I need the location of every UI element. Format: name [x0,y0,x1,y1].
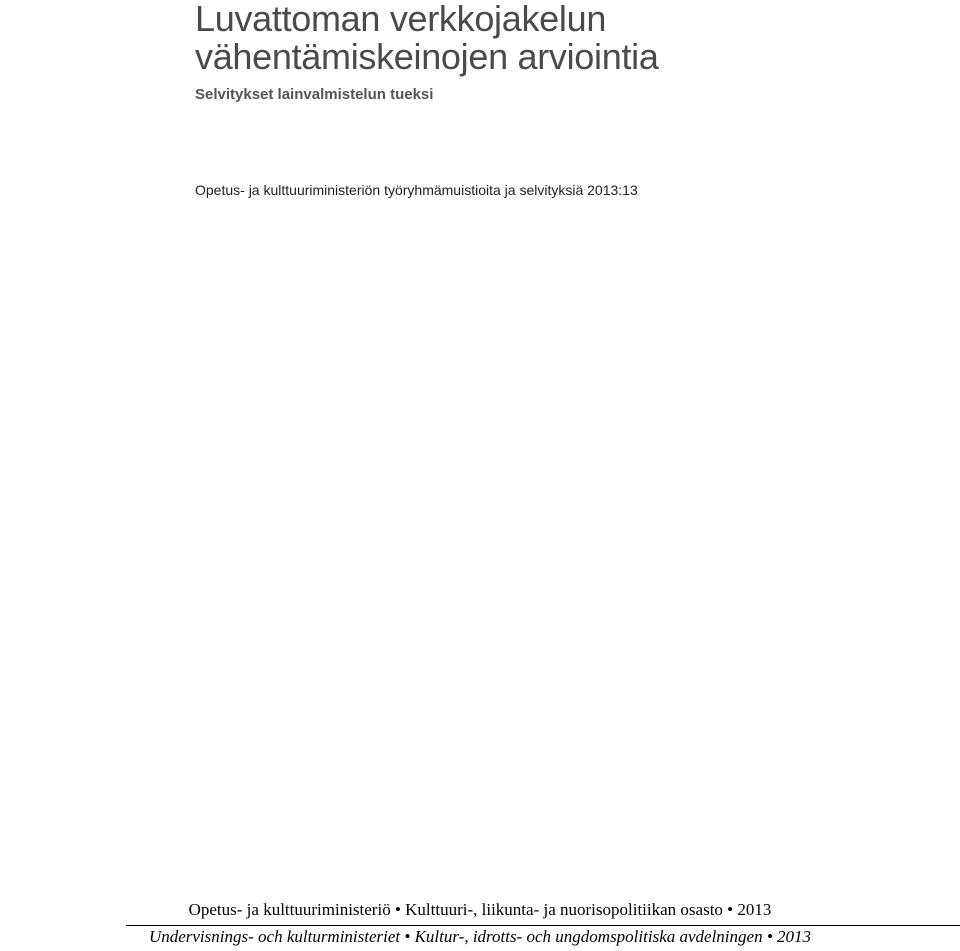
subtitle: Selvitykset lainvalmistelun tueksi [195,86,434,103]
publisher-swedish: Undervisnings- och kulturministeriet • Kultur-, idrotts- och ungdomspolitiska avdelningen • 2013 [148,927,812,946]
page-title [195,0,659,76]
publisher-finnish: Opetus- ja kulttuuriministeriö • Kulttuuri-, liikunta- ja nuorisopolitiikan osasto • 2013 [188,900,772,919]
series-label: Opetus- ja kulttuuriministeriön työryhmämuistioita ja selvityksiä 2013:13 [195,182,638,198]
title-line-2: vähentämiskeinojen arviointia [195,36,659,77]
title-line-1: Luvattoman verkkojakelun [195,0,607,39]
